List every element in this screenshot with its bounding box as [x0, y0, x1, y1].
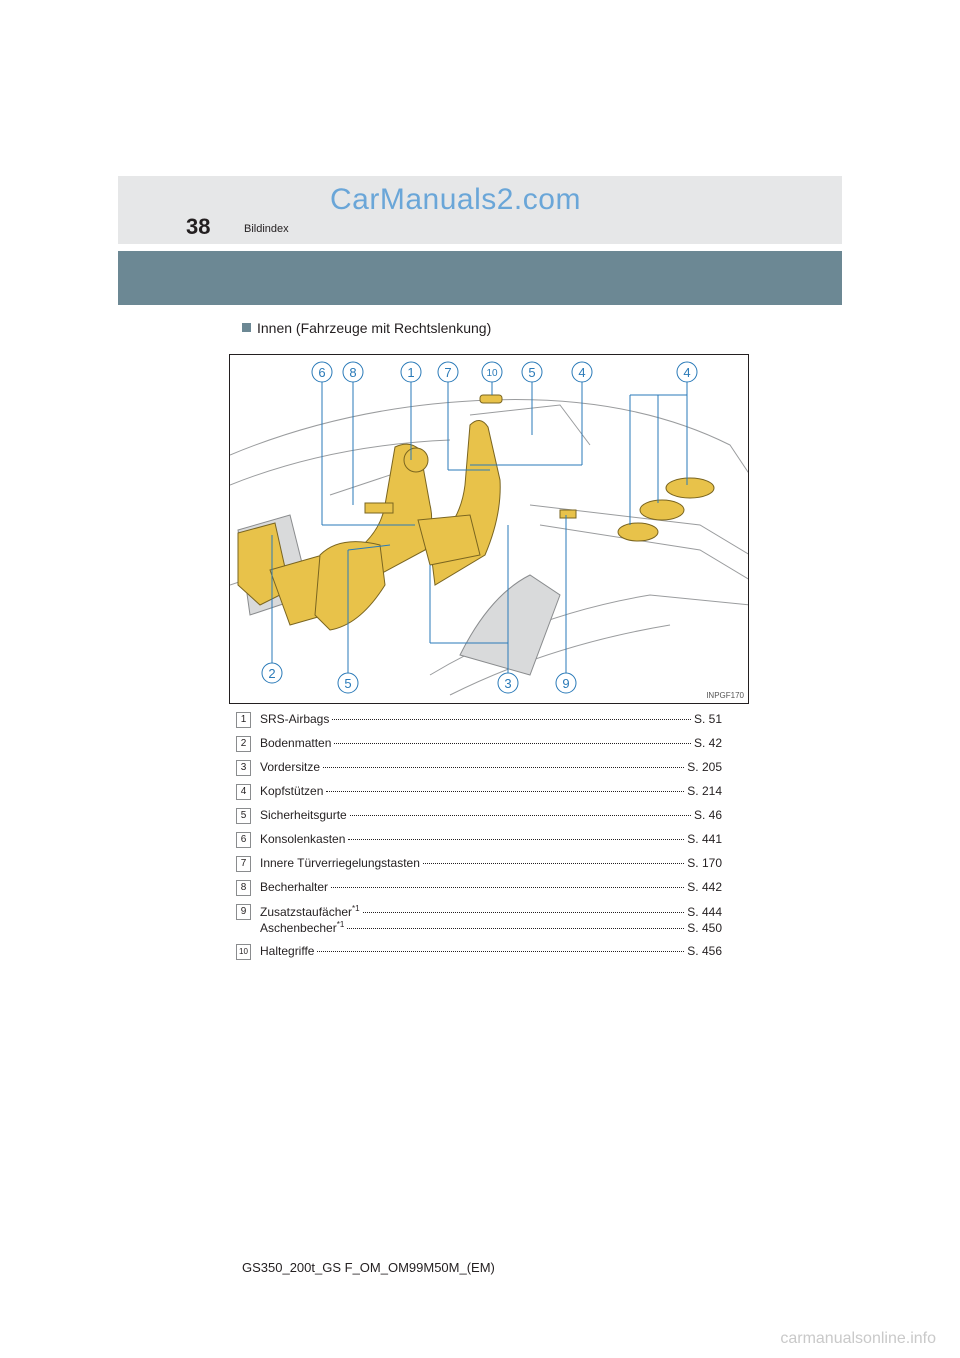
item-label: Konsolenkasten [260, 832, 346, 846]
callout-9 [556, 673, 576, 693]
page-number: 38 [186, 214, 211, 239]
footnote-marker: *1 [336, 920, 345, 929]
page-reference[interactable]: S. 450 [687, 921, 722, 935]
item-label: Kopfstützen [260, 784, 324, 798]
item-label: Vordersitze [260, 760, 321, 774]
callout-4-right [677, 362, 697, 382]
watermark-logo: CarManuals2.com [330, 183, 581, 216]
item-label: Innere Türverriegelungstasten [260, 856, 420, 870]
footer-watermark: carmanualsonline.info [780, 1330, 936, 1347]
page-reference[interactable]: S. 444 [687, 905, 722, 919]
svg-text:9: 9 [562, 676, 570, 691]
page-reference[interactable]: S. 42 [693, 736, 722, 750]
item-number: 8 [236, 880, 251, 896]
page-reference[interactable]: S. 46 [693, 808, 722, 822]
page-reference[interactable]: S. 456 [687, 944, 722, 958]
item-number: 9 [236, 904, 251, 920]
item-number: 10 [236, 944, 251, 960]
list-item [236, 806, 722, 830]
svg-text:5: 5 [528, 365, 536, 380]
square-bullet-icon [242, 323, 251, 332]
subheading-text: Innen (Fahrzeuge mit Rechtslenkung) [257, 320, 492, 336]
list-item [236, 758, 722, 782]
list-item [236, 830, 722, 854]
item-label-secondary: Aschenbecher$^{*1}$ [260, 920, 345, 935]
callout-5-bottom [338, 673, 358, 693]
page-reference[interactable]: S. 214 [687, 784, 722, 798]
item-number: 4 [236, 784, 251, 800]
document-code: GS350_200t_GS F_OM_OM99M50M_(EM) [242, 1260, 495, 1275]
item-number: 6 [236, 832, 251, 848]
page-reference[interactable]: S. 205 [687, 760, 722, 774]
svg-text:2: 2 [268, 666, 276, 681]
svg-text:8: 8 [349, 365, 357, 380]
item-number: 3 [236, 760, 251, 776]
svg-text:4: 4 [683, 365, 691, 380]
item-label: Sicherheitsgurte [260, 808, 347, 822]
item-label: Zusatzstaufächer$^{*1}$ [260, 904, 360, 919]
car-interior-drawing [230, 355, 749, 704]
item-number: 2 [236, 736, 251, 752]
footnote-marker: *1 [352, 904, 360, 913]
svg-text:3: 3 [504, 676, 512, 691]
figure-code: INPGF170 [706, 691, 744, 700]
callout-5-top [522, 362, 542, 382]
callout-4-left [572, 362, 592, 382]
svg-text:1: 1 [407, 365, 415, 380]
list-item [236, 942, 722, 966]
list-item [236, 734, 722, 758]
subheading [242, 320, 491, 336]
item-label: Bodenmatten [260, 736, 332, 750]
list-item [236, 854, 722, 878]
svg-text:7: 7 [444, 365, 452, 380]
svg-text:6: 6 [318, 365, 326, 380]
list-item [236, 710, 722, 734]
callout-2 [262, 663, 282, 683]
item-number: 5 [236, 808, 251, 824]
item-number: 1 [236, 712, 251, 728]
svg-text:5: 5 [344, 676, 352, 691]
page-reference[interactable]: S. 441 [687, 832, 722, 846]
page-reference[interactable]: S. 170 [687, 856, 722, 870]
callout-7 [438, 362, 458, 382]
callout-3 [498, 673, 518, 693]
item-label: Becherhalter [260, 880, 329, 894]
index-list [236, 710, 722, 966]
list-item [236, 878, 722, 902]
callout-6 [312, 362, 332, 382]
page-reference[interactable]: S. 442 [687, 880, 722, 894]
callout-8 [343, 362, 363, 382]
item-number: 7 [236, 856, 251, 872]
section-name: Bildindex [244, 223, 289, 235]
item-label: Haltegriffe [260, 944, 315, 958]
list-item [236, 902, 722, 942]
page-reference[interactable]: S. 51 [693, 712, 722, 726]
title-bar [118, 251, 842, 305]
item-label: SRS-Airbags [260, 712, 330, 726]
interior-illustration [229, 354, 749, 704]
callout-10 [482, 362, 502, 382]
svg-text:4: 4 [578, 365, 586, 380]
callout-1 [401, 362, 421, 382]
svg-text:10: 10 [486, 368, 498, 379]
list-item [236, 782, 722, 806]
